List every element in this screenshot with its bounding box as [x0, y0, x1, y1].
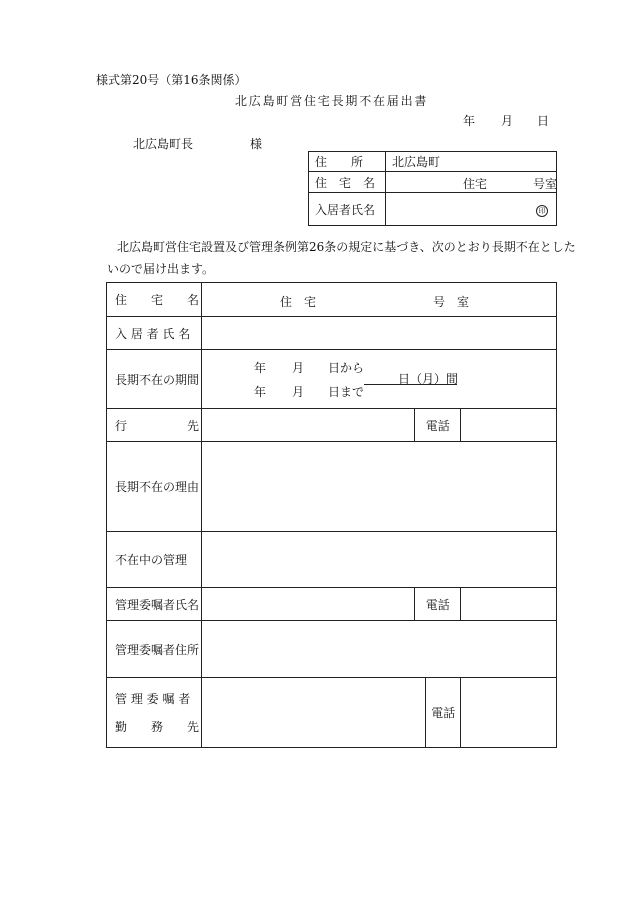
row-period: [107, 350, 557, 409]
applicant-resident-label: 入居者氏名: [309, 193, 386, 226]
destination-field[interactable]: [201, 409, 414, 442]
housing-field[interactable]: [201, 283, 556, 317]
housing-label: 住 宅 名: [107, 283, 202, 317]
applicant-housing-room: 号室: [533, 177, 558, 191]
row-reason: [107, 442, 557, 532]
row-resident: [107, 317, 557, 350]
reason-label: 長期不在の理由: [107, 442, 202, 532]
applicant-housing-row: [309, 172, 557, 193]
applicant-address-row: [309, 152, 557, 172]
manager-work-field[interactable]: [201, 678, 425, 748]
statement-line-2: いので届け出ます。: [107, 262, 215, 276]
row-destination: [107, 409, 557, 442]
manager-phone-field[interactable]: [461, 588, 557, 621]
manager-work-phone-field[interactable]: [461, 678, 557, 748]
row-manager-address: [107, 621, 557, 678]
manager-work-label-line-2: 勤 務 先: [115, 719, 200, 734]
period-label: 長期不在の期間: [107, 350, 202, 409]
date-year-label: 年: [463, 114, 476, 128]
statement-line-1: 北広島町営住宅設置及び管理条例第26条の規定に基づき、次のとおり長期不在とした: [117, 240, 576, 254]
honorific: 様: [250, 137, 263, 151]
management-label: 不在中の管理: [107, 532, 202, 588]
applicant-housing-unit: 住宅: [463, 177, 488, 191]
period-from-year: 年: [253, 361, 266, 375]
manager-name-label: 管理委嘱者氏名: [107, 588, 202, 621]
date-month-label: 月: [501, 114, 514, 128]
form-title: 北広島町営住宅長期不在届出書: [235, 94, 429, 108]
manager-work-label: [107, 678, 202, 748]
applicant-resident-field[interactable]: [386, 193, 557, 226]
row-management: [107, 532, 557, 588]
period-underline: [364, 384, 457, 385]
row-housing: [107, 283, 557, 317]
manager-address-label: 管理委嘱者住所: [107, 621, 202, 678]
manager-name-field[interactable]: [201, 588, 414, 621]
housing-unit: 住 宅: [279, 295, 316, 309]
row-manager-work: [107, 678, 557, 748]
applicant-address-label: 住 所: [309, 152, 386, 172]
period-from-day: 日から: [327, 361, 364, 375]
applicant-table: [308, 151, 557, 226]
manager-work-phone-label: 電話: [426, 678, 461, 748]
manager-work-label-line-1: 管 理 委 嘱 者: [115, 691, 191, 706]
manager-phone-label: 電話: [415, 588, 461, 621]
destination-label: 行 先: [107, 409, 202, 442]
form-number: 様式第20号（第16条関係）: [96, 73, 247, 87]
seal-icon: 印: [536, 205, 548, 217]
period-to-month: 月: [291, 385, 304, 399]
applicant-resident-row: [309, 193, 557, 226]
main-table: [106, 282, 557, 748]
destination-phone-label: 電話: [415, 409, 461, 442]
applicant-address-value: 北広島町: [392, 155, 441, 169]
period-field[interactable]: [201, 350, 556, 409]
resident-field[interactable]: [201, 317, 556, 350]
period-to-day: 日まで: [327, 385, 364, 399]
addressee: 北広島町長: [133, 137, 194, 151]
row-manager-name: [107, 588, 557, 621]
date-day-label: 日: [537, 114, 550, 128]
applicant-address-field[interactable]: [386, 152, 557, 172]
period-from-month: 月: [291, 361, 304, 375]
resident-label: 入 居 者 氏 名: [107, 317, 202, 350]
applicant-housing-label: 住 宅 名: [309, 172, 386, 193]
applicant-housing-field[interactable]: [386, 172, 557, 193]
reason-field[interactable]: [201, 442, 556, 532]
housing-room: 号 室: [432, 295, 469, 309]
management-field[interactable]: [201, 532, 556, 588]
manager-address-field[interactable]: [201, 621, 556, 678]
destination-phone-field[interactable]: [461, 409, 557, 442]
period-days: 日（月）間: [397, 372, 458, 386]
period-to-year: 年: [253, 385, 266, 399]
